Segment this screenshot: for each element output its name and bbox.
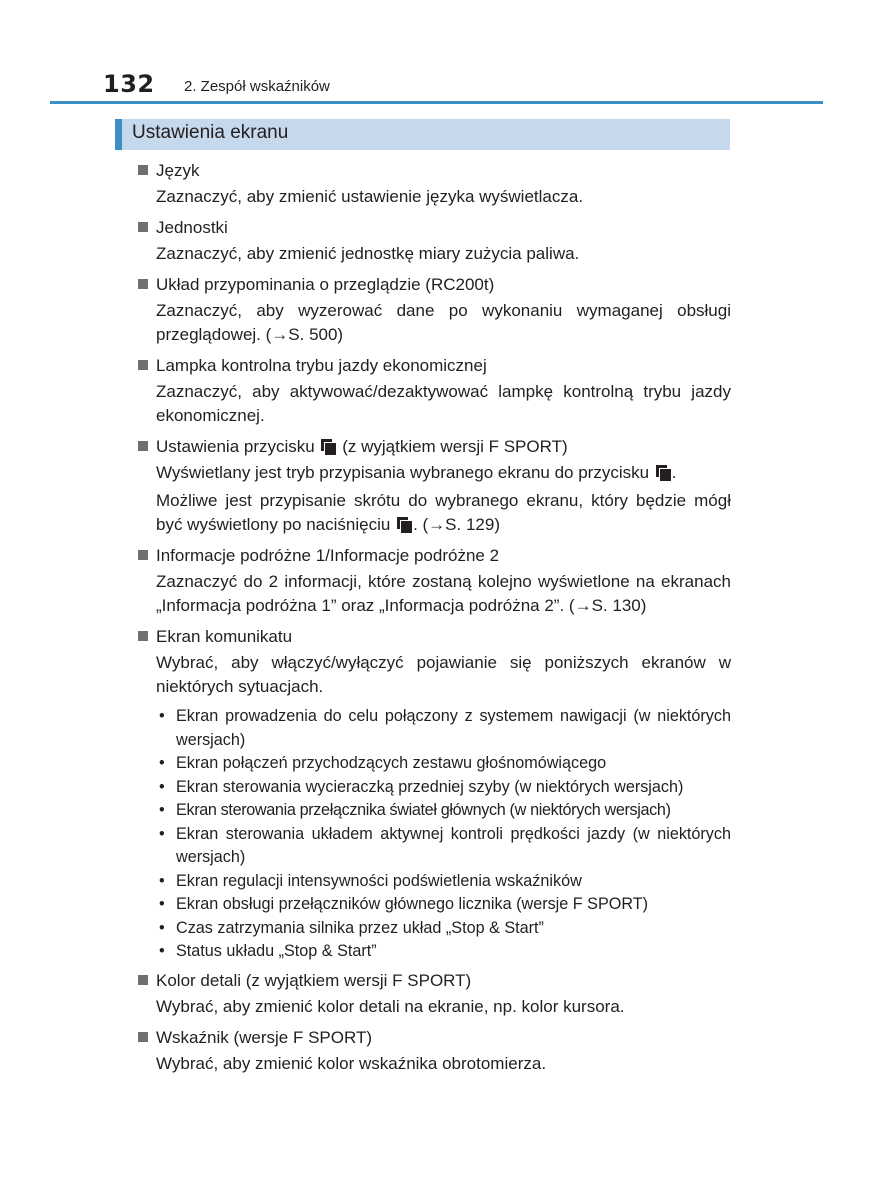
square-bullet-icon [138,975,148,985]
setting-title-part2: (z wyjątkiem wersji F SPORT) [342,437,568,456]
square-bullet-icon [138,279,148,289]
list-item: • Ekran prowadzenia do celu połączony z systemem nawigacji (w niektórych wersjach) [156,705,731,752]
square-bullet-icon [138,550,148,560]
setting-item-message-screen [138,622,731,964]
setting-title: Wskaźnik (wersje F SPORT) [156,1027,372,1047]
setting-title-part1: Ustawienia przycisku [156,437,315,456]
setting-description: Zaznaczyć, aby zmienić jednostkę miary zużycia paliwa. [156,244,580,263]
setting-description: Wybrać, aby włączyć/wyłączyć pojawianie się poniższych ekranów w niektórych sytuacjach. [156,653,731,696]
square-bullet-icon [138,631,148,641]
square-bullet-icon [138,165,148,175]
setting-title: Układ przypominania o przeglądzie (RC200t) [156,275,495,294]
square-bullet-icon [138,441,148,451]
setting-title: Jednostki [156,218,228,237]
setting-description: Możliwe jest przypisanie skrótu do wybranego ekranu, który będzie mógł być wyświetlony po naciśnięciu . (→S. 129) [156,491,731,534]
setting-description: Zaznaczyć, aby wyzerować dane po wykonaniu wymaganej obsługi przeglądowej. (→S. 500) [156,301,731,344]
section-title: Ustawienia ekranu [132,122,289,143]
setting-title: Język [156,161,200,180]
setting-description: Zaznaczyć, aby aktywować/dezaktywować lampkę kontrolną trybu jazdy ekonomicznej. [156,382,731,425]
setting-description: Wybrać, aby zmienić kolor wskaźnika obrotomierza. [156,1053,547,1073]
setting-item-maintenance-reminder [138,270,731,351]
list-item: • Status układu „Stop & Start” [156,940,731,964]
header-rule [50,101,823,104]
setting-item-button-settings [138,432,731,541]
setting-item-accent-color [138,966,731,1023]
setting-description: Zaznaczyć, aby zmienić ustawienie języka wyświetlacza. [156,187,584,206]
setting-item-eco-indicator [138,351,731,432]
list-item: • Ekran obsługi przełączników głównego licznika (wersje F SPORT) [156,893,731,917]
setting-title: Lampka kontrolna trybu jazdy ekonomicznej [156,356,487,375]
list-item: • Ekran sterowania układem aktywnej kontroli prędkości jazdy (w niektórych wersjach) [156,823,731,870]
list-item: • Ekran regulacji intensywności podświetlenia wskaźników [156,870,731,894]
square-bullet-icon [138,222,148,232]
setting-item-language [138,156,731,213]
setting-title: Ekran komunikatu [156,627,293,646]
setting-item-meter [138,1023,731,1080]
chapter-title: 2. Zespół wskaźników [184,78,330,95]
square-bullet-icon [138,360,148,370]
list-item: • Ekran sterowania wycieraczką przedniej szyby (w niektórych wersjach) [156,776,731,800]
message-screen-list [156,705,731,964]
display-button-icon [321,439,335,454]
list-item: • Ekran połączeń przychodzących zestawu głośnomówiącego [156,752,731,776]
page-number: 132 [103,70,155,98]
section-heading-bar [115,119,730,150]
display-button-icon [397,517,411,532]
setting-title: Informacje podróżne 1/Informacje podróżne 2 [156,546,500,565]
list-item: • Czas zatrzymania silnika przez układ „Stop & Start” [156,917,731,941]
display-button-icon [656,465,670,480]
list-item: • Ekran sterowania przełącznika świateł głównych (w niektórych wersjach) [156,799,731,823]
square-bullet-icon [138,1032,148,1042]
setting-item-trip-info [138,541,731,622]
setting-description: Wyświetlany jest tryb przypisania wybranego ekranu do przycisku . [156,463,677,482]
setting-item-units [138,213,731,270]
setting-description: Wybrać, aby zmienić kolor detali na ekranie, np. kolor kursora. [156,996,625,1016]
settings-list [138,156,731,1080]
setting-description: Zaznaczyć do 2 informacji, które zostaną kolejno wyświetlone na ekranach „Informacja podróżna 1” oraz „Informacja podróżna 2”. (→S. 130) [156,572,731,615]
setting-title: Kolor detali (z wyjątkiem wersji F SPORT) [156,970,472,990]
page-header [0,0,877,110]
